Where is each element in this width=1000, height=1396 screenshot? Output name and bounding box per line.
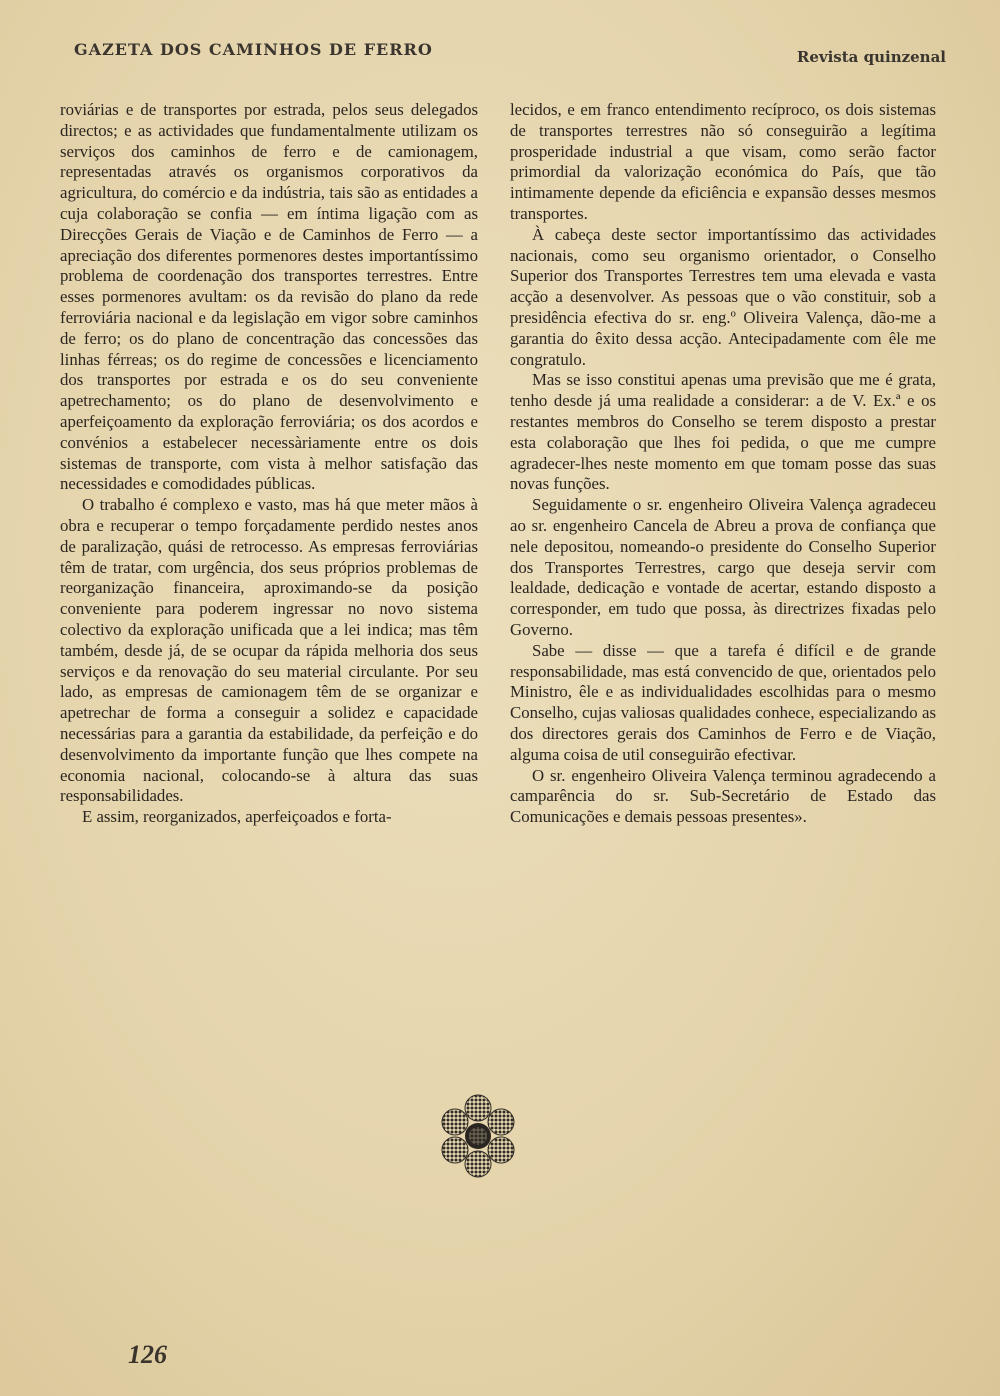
paragraph: À cabeça deste sector importantíssimo das actividades nacionais, como seu organismo orientador, o Conselho Superior dos Transportes Terrestres tem uma elevada e vasta acção a desenvolver. As pessoas que o vão constituir, sob a presidência efectiva do sr. eng.º Oliveira Valença, dão-me a garantia do êxito dessa acção. Antecipadamente com êle me congratulo. (510, 224, 936, 369)
wire-rope-ornament-icon (438, 1094, 518, 1178)
page-number: 126 (128, 1340, 167, 1369)
paragraph: O sr. engenheiro Oliveira Valença terminou agradecendo a camparência do sr. Sub-Secretário de Estado das Comunicações e demais pessoas presentes». (510, 765, 936, 827)
journal-title: GAZETA DOS CAMINHOS DE FERRO (74, 40, 433, 59)
right-column (510, 100, 936, 828)
paragraph: E assim, reorganizados, aperfeiçoados e forta- (82, 807, 392, 827)
paragraph: roviárias e de transportes por estrada, pelos seus delegados directos; e as actividades que fundamentalmente utilizam os serviços dos caminhos de ferro e de camionagem, representadas através os organismos corporativos da agricultura, do comércio e da indústria, tais são as entidades a cuja colaboração se confia — em íntima ligação com as Direcções Gerais de Viação e de Caminhos de Ferro — a apreciação dos diferentes pormenores destes importantíssimo problema de coordenação dos transportes terrestres. Entre esses pormenores avultam: os da revisão do plano da rede ferroviária nacional e da legislação em vigor sobre caminhos de ferro; os do plano de concentração das concessões das linhas férreas; os do regime de concessões e licenciamento dos transportes por estrada e os do seu conveniente apetrechamento; os do plano de desenvolvimento e aperfeiçoamento da exploração ferroviária; os dos acordos e convénios a estabelecer necessàriamente entre os dois sistemas de transporte, com vista à melhor satisfação das necessidades e comodidades públicas. (60, 100, 478, 494)
paragraph: Sabe — disse — que a tarefa é difícil e de grande responsabilidade, mas está convencido de que, orientados pelo Ministro, êle e as individualidades escolhidas para o mesmo Conselho, cujas valiosas qualidades conhece, especializando as dos directores gerais dos Caminhos de Ferro e de Viação, alguma coisa de util conseguirão efectivar. (510, 640, 936, 764)
paragraph: Seguidamente o sr. engenheiro Oliveira Valença agradeceu ao sr. engenheiro Cancela de Abreu a prova de confiança que nele depositou, nomeando-o presidente do Conselho Superior dos Transportes Terrestres, cargo que deseja servir com lealdade, dedicação e vontade de acertar, estando disposto a corresponder, em tudo que possa, às directrizes fixadas pelo Governo. (510, 495, 936, 639)
running-head (74, 36, 946, 66)
left-column (60, 100, 478, 828)
journal-subtitle: Revista quinzenal (796, 48, 946, 66)
paragraph: Mas se isso constitui apenas uma previsão que me é grata, tenho desde já uma realidade a considerar: a de V. Ex.ª e os restantes membros do Conselho se terem disposto a prestar esta colaboração que lhes foi pedida, o que me cumpre agradecer-lhes neste momento em que tomam posse das suas novas funções. (510, 370, 936, 494)
paragraph: O trabalho é complexo e vasto, mas há que meter mãos à obra e recuperar o tempo forçadamente perdido nestes anos de paralização, quási de retrocesso. As empresas ferroviárias têm de tratar, com urgência, dos seus próprios problemas de reorganização financeira, aproximando-se da posição conveniente para poderem ingressar no novo sistema colectivo da exploração unificada que a lei indica; mas têm também, desde já, de se ocupar da rápida melhoria dos seus serviços e da renovação do seu material circulante. Por seu lado, as empresas de camionagem têm de se organizar e apetrechar de forma a conseguir a solidez e capacidade necessárias para a garantia da estabilidade, da perfeição e do desenvolvimento da importante função que lhes compete na economia nacional, colocando-se à altura das suas responsabilidades. (60, 495, 478, 806)
paragraph: lecidos, e em franco entendimento recíproco, os dois sistemas de transportes terrestres não só conseguirão a legítima prosperidade industrial a que visam, como serão factor primordial da valorização económica do País, que tão intimamente depende da eficiência e expansão desses mesmos transportes. (510, 100, 936, 223)
